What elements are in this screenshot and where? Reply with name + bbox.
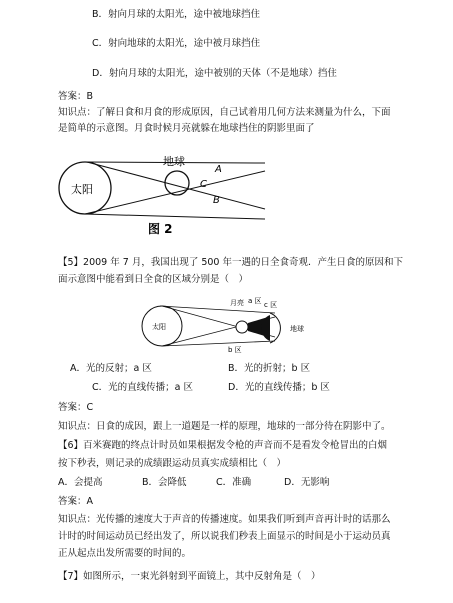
q6-option-c: C．准确 — [216, 477, 252, 488]
q6-answer: 答案：A — [58, 496, 93, 507]
q6-stem-line1: 【6】百米赛跑的终点计时员如果根据发令枪的声音而不是看发令枪冒出的白烟 — [58, 440, 388, 451]
q5-earth-label: 地球 — [290, 325, 304, 333]
q4-knowledge-line1: 知识点：了解日食和月食的形成原因，自己试着用几何方法来测量为什么，下面 — [58, 107, 391, 118]
q5-answer: 答案：C — [58, 402, 94, 413]
q4-option-d: D．射向月球的太阳光，途中被别的天体（不是地球）挡住 — [92, 68, 337, 79]
q5-moon-circle — [236, 321, 248, 333]
figure-2-diagram — [55, 145, 285, 240]
q5-option-a: A．光的反射；a 区 — [70, 363, 152, 374]
ray-bottom-outer — [85, 214, 265, 219]
q7-stem: 【7】如图所示，一束光斜射到平面镜上，其中反射角是（ ） — [58, 571, 321, 582]
q6-option-b: B．会降低 — [142, 477, 187, 488]
q6-stem-line2: 按下秒表，则记录的成绩跟运动员真实成绩相比（ ） — [58, 458, 287, 469]
q5-stem-line2: 面示意图中能看到日全食的区域分别是（ ） — [58, 274, 249, 285]
fig2-label-c: C — [200, 179, 207, 190]
q5-option-c: C．光的直线传播；a 区 — [92, 382, 193, 393]
fig2-earth-label: 地球 — [163, 155, 185, 168]
q4-option-c: C．射向地球的太阳光，途中被月球挡住 — [92, 38, 261, 49]
q5-solar-eclipse-diagram — [140, 293, 315, 355]
q4-knowledge-line2: 是简单的示意图。月食时候月亮就躲在地球挡住的阴影里面了 — [58, 123, 315, 134]
q6-option-a: A．会提高 — [58, 477, 103, 488]
q4-option-b: B．射向月球的太阳光，途中被地球挡住 — [92, 9, 261, 20]
q5-ray-1 — [160, 306, 275, 313]
fig2-sun-label: 太阳 — [71, 183, 93, 196]
q5-sun-label: 太阳 — [152, 323, 166, 331]
q5-region-a: a 区 — [248, 297, 262, 305]
q5-region-b: b 区 — [228, 346, 242, 354]
q6-knowledge-line3: 正从起点出发所需要的时间的。 — [58, 548, 192, 559]
q5-option-b: B．光的折射；b 区 — [228, 363, 311, 374]
q6-option-d: D．无影响 — [284, 477, 330, 488]
q6-knowledge-line1: 知识点：光传播的速度大于声音的传播速度。如果我们听到声音再计时的话那么 — [58, 514, 391, 525]
q5-stem-line1: 【5】2009 年 7 月，我国出现了 500 年一遇的日全食奇观．产生日食的原因和下 — [58, 257, 403, 268]
q6-knowledge-line2: 计时的时间运动员已经出发了，所以说我们秒表上面显示的时间是小于运动员真 — [58, 531, 391, 542]
ray-cross-down — [87, 162, 265, 209]
q5-option-d: D．光的直线传播；b 区 — [228, 382, 330, 393]
ray-cross-up — [85, 171, 265, 214]
fig2-label-b: B — [213, 195, 220, 206]
q5-knowledge: 知识点：日食的成因，跟上一道题是一样的原理，地球的一部分待在阴影中了。 — [58, 421, 391, 432]
q4-answer: 答案：B — [58, 91, 94, 102]
fig2-label-a: A — [215, 164, 222, 175]
q5-region-c: c 区 — [264, 301, 278, 309]
fig2-caption: 图 2 — [148, 222, 173, 236]
q5-moon-label: 月亮 — [230, 299, 244, 307]
earth-circle — [165, 171, 189, 195]
